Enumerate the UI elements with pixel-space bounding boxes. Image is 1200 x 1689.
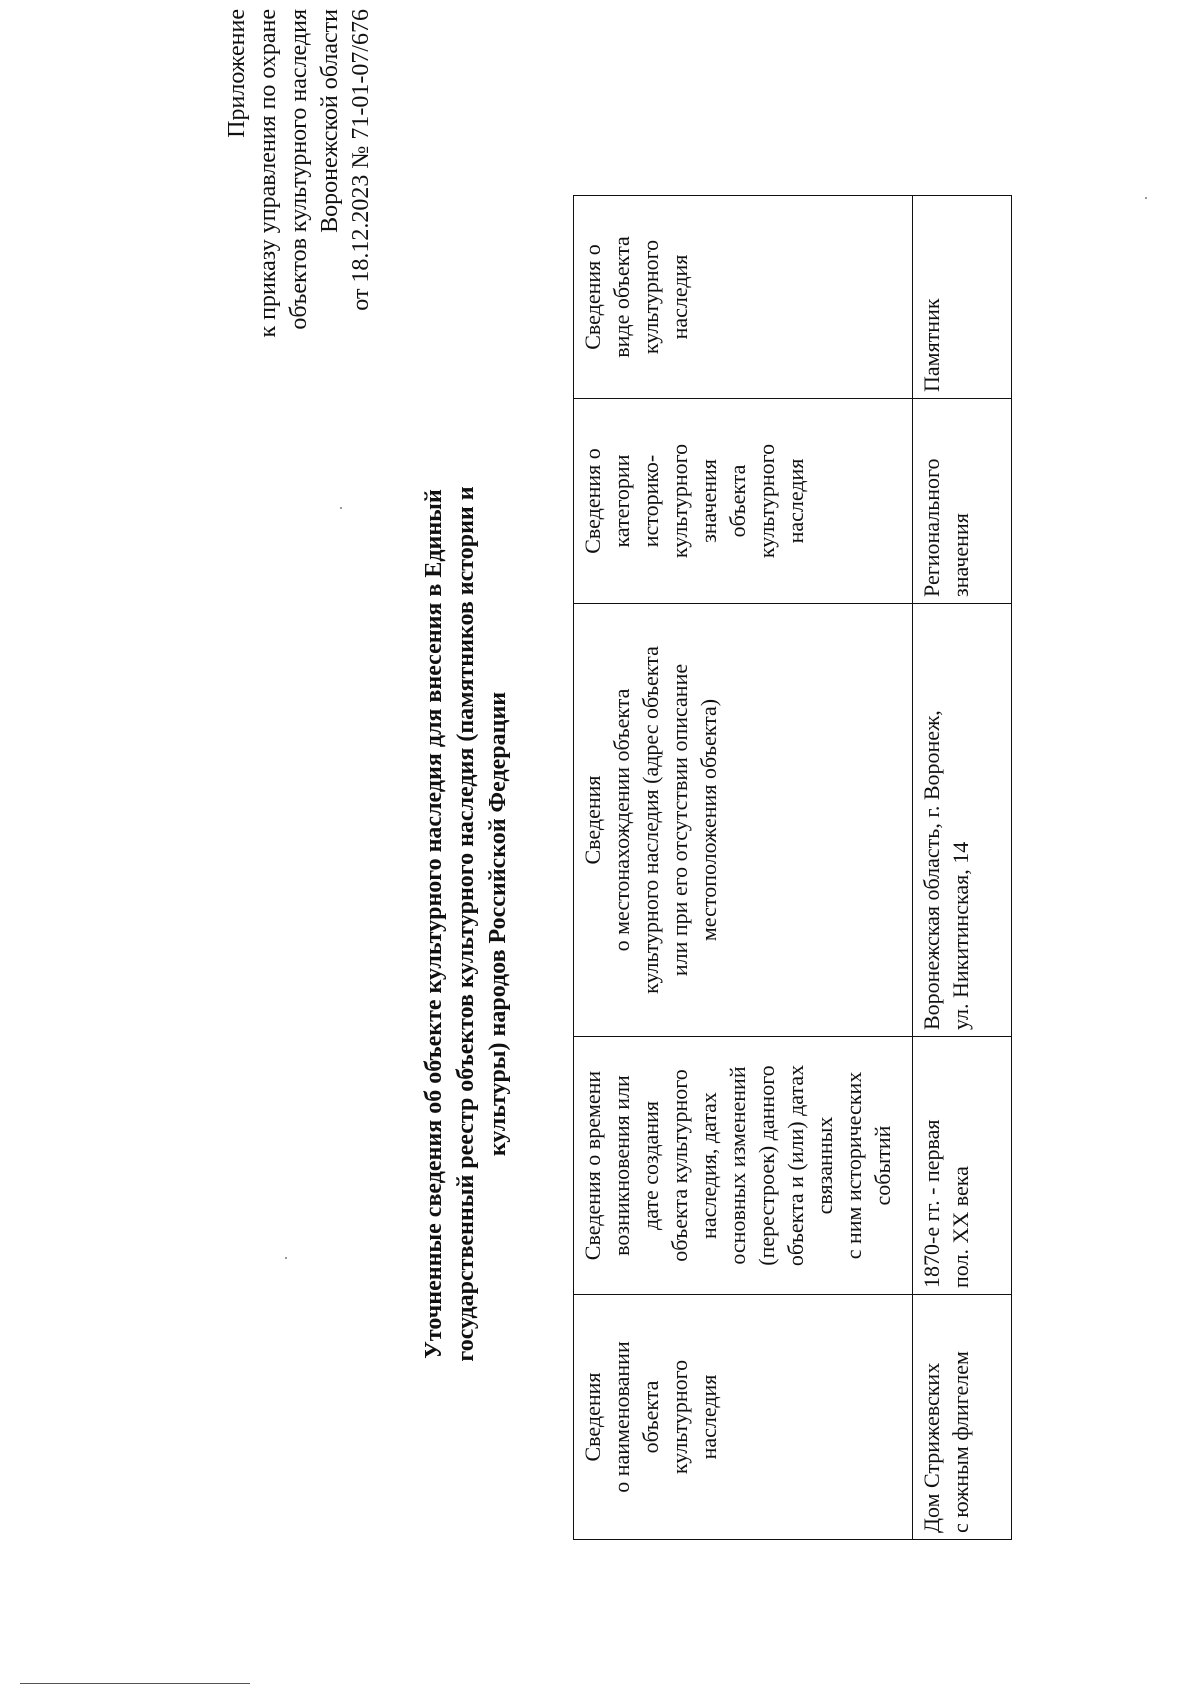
scan-dust-dot xyxy=(285,1257,287,1259)
cell-text-line: значения xyxy=(696,459,721,543)
cell-text-line: Сведения о xyxy=(580,448,605,554)
cell-text-line: Сведения xyxy=(580,775,605,865)
cell-text-line: значения xyxy=(948,513,973,597)
cell-text-line: культурного xyxy=(638,239,663,355)
appendix-region: Воронежской области xyxy=(317,9,343,233)
header-name xyxy=(574,1295,913,1540)
scan-artifact-line xyxy=(20,1683,250,1684)
appendix-label: Приложение xyxy=(224,9,250,138)
cell-object-type xyxy=(913,196,1012,399)
cell-text-line: 1870-е гг. - первая xyxy=(919,1119,944,1288)
cell-text-line: пол. XX века xyxy=(948,1166,973,1288)
cell-text-line: историко- xyxy=(638,454,663,548)
cell-text-line: местоположения объекта) xyxy=(696,698,721,942)
cell-text-line: виде объекта xyxy=(609,236,634,358)
cell-text-line: возникновения или xyxy=(609,1075,634,1256)
appendix-authority: объектов культурного наследия xyxy=(286,9,312,330)
scan-dust-dot xyxy=(1145,197,1147,199)
cell-text-line: наследия xyxy=(667,254,692,340)
cell-text-line: дате создания xyxy=(638,1101,663,1230)
table-header-row xyxy=(574,196,913,1540)
title-line: Уточненные сведения об объекте культурного наследия для внесения в Единый xyxy=(421,489,447,1359)
cell-text-line: с южным флигелем xyxy=(948,1351,973,1533)
title-line: культуры) народов Российской Федерации xyxy=(485,691,511,1157)
appendix-order-ref: к приказу управления по охране xyxy=(255,9,281,338)
cell-text-line: объекта культурного xyxy=(667,1069,692,1262)
table-row xyxy=(913,196,1012,1540)
cell-text-line: Сведения о времени xyxy=(580,1070,605,1261)
cell-object-dates xyxy=(913,1037,1012,1295)
cell-text-line: Сведения о xyxy=(580,244,605,350)
cell-text-line: о наименовании xyxy=(609,1341,634,1493)
cell-object-category xyxy=(913,399,1012,604)
appendix-block xyxy=(222,9,377,389)
header-category xyxy=(574,399,913,604)
cell-text-line: Дом Стрижевских xyxy=(919,1362,944,1533)
cell-text-line: культурного xyxy=(667,443,692,559)
cell-text-line: или при его отсутствии описание xyxy=(667,663,692,977)
cell-text-line: Памятник xyxy=(919,298,944,392)
document-title xyxy=(418,329,514,1519)
header-type xyxy=(574,196,913,399)
heritage-object-table xyxy=(573,195,1012,1540)
cell-text-line: объекта xyxy=(725,464,750,538)
appendix-date-number: от 18.12.2023 № 71-01-07/676 xyxy=(348,9,374,311)
cell-text-line: наследия xyxy=(696,1374,721,1460)
cell-text-line: о местонахождении объекта xyxy=(609,688,634,952)
cell-text-line: Воронежская область, г. Воронеж, xyxy=(919,710,944,1030)
cell-text-line: событий xyxy=(870,1125,895,1206)
scan-dust-dot xyxy=(340,507,342,509)
cell-text-line: культурного xyxy=(754,443,779,559)
cell-text-line: культурного наследия (адрес объекта xyxy=(638,646,663,994)
cell-text-line: с ним исторических xyxy=(841,1071,866,1260)
cell-text-line: наследия xyxy=(783,458,808,544)
header-dates xyxy=(574,1037,913,1295)
cell-text-line: ул. Никитинская, 14 xyxy=(948,841,973,1030)
cell-text-line: объекта и (или) датах xyxy=(783,1064,808,1267)
cell-text-line: наследия, датах xyxy=(696,1092,721,1239)
cell-text-line: Регионального xyxy=(919,458,944,597)
cell-text-line: связанных xyxy=(812,1116,837,1215)
cell-text-line: Сведения xyxy=(580,1372,605,1462)
title-line: государственный реестр объектов культурного наследия (памятников истории и xyxy=(453,486,479,1362)
header-location xyxy=(574,604,913,1037)
cell-text-line: основных изменений xyxy=(725,1066,750,1265)
cell-text-line: категории xyxy=(609,454,634,548)
cell-object-address xyxy=(913,604,1012,1037)
cell-text-line: (перестроек) данного xyxy=(754,1065,779,1266)
cell-text-line: культурного xyxy=(667,1359,692,1475)
cell-text-line: объекта xyxy=(638,1380,663,1454)
cell-object-name xyxy=(913,1295,1012,1540)
